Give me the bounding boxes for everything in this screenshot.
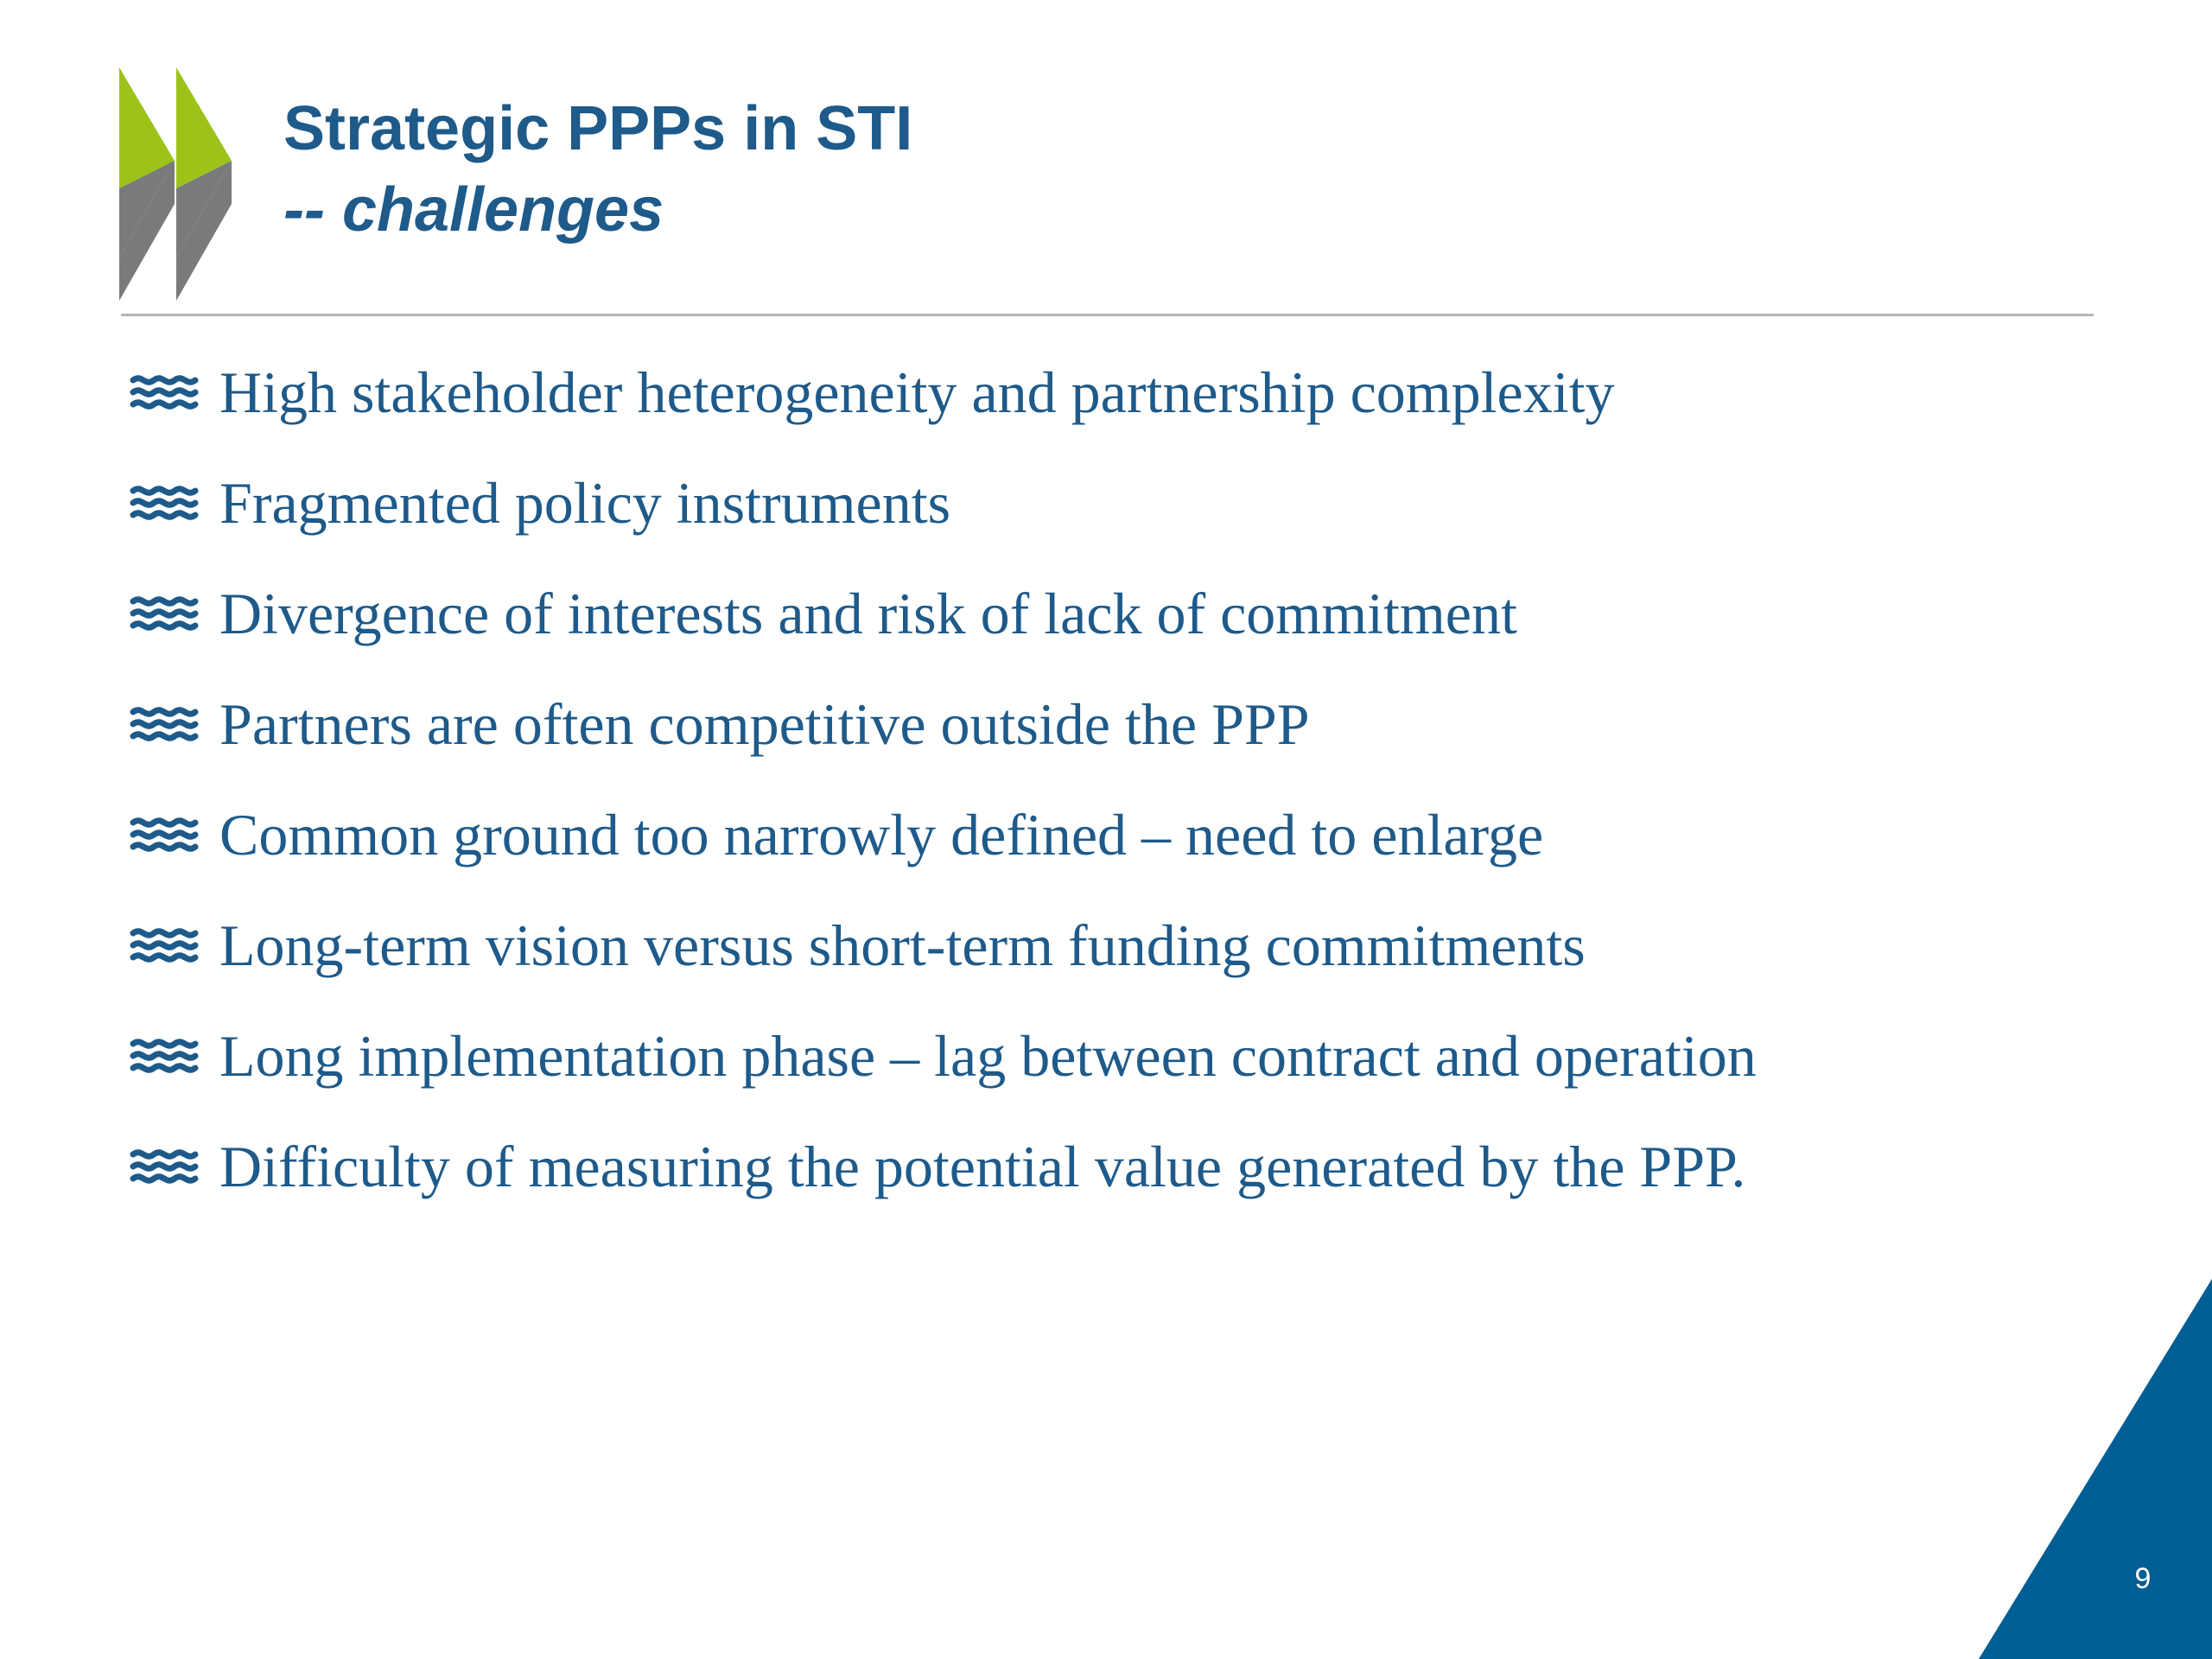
wavy-bullet-icon <box>130 1035 199 1077</box>
bullet-item <box>130 558 2169 669</box>
bullet-text: Difficulty of measuring the potential value generated by the PPP. <box>219 1133 1746 1199</box>
bullet-text: Long implementation phase – lag between contract and operation <box>219 1022 1757 1089</box>
page-number: 9 <box>2134 1562 2152 1595</box>
bullet-text: Partners are often competitive outside the PPP <box>219 690 1310 757</box>
bullet-text: Divergence of interests and risk of lack of commitment <box>219 580 1517 646</box>
bullet-item <box>130 669 2169 779</box>
title-block <box>283 86 2012 249</box>
bullet-text: Fragmented policy instruments <box>219 469 951 536</box>
bullet-item <box>130 1001 2169 1111</box>
bullet-item <box>130 1111 2169 1222</box>
wavy-bullet-icon <box>130 814 199 855</box>
wavy-bullet-icon <box>130 593 199 634</box>
bullet-item <box>130 890 2169 1001</box>
wavy-bullet-icon <box>130 1146 199 1187</box>
title-divider <box>121 314 2094 316</box>
bullet-list <box>130 337 2169 1222</box>
wavy-bullet-icon <box>130 925 199 966</box>
bullet-text: Common ground too narrowly defined – need to enlarge <box>219 801 1544 868</box>
wavy-bullet-icon <box>130 372 199 413</box>
corner-triangle-decoration <box>1970 1279 2212 1659</box>
bullet-text: Long-term vision versus short-term funding commitments <box>219 912 1586 978</box>
chevron-logo-icon <box>119 67 235 301</box>
wavy-bullet-icon <box>130 482 199 524</box>
slide-subtitle: -- challenges <box>283 175 664 245</box>
bullet-item <box>130 337 2169 448</box>
slide-title: Strategic PPPs in STI <box>283 94 913 163</box>
bullet-item <box>130 448 2169 558</box>
bullet-item <box>130 779 2169 890</box>
wavy-bullet-icon <box>130 703 199 745</box>
bullet-text: High stakeholder heterogeneity and partnership complexity <box>219 359 1615 425</box>
